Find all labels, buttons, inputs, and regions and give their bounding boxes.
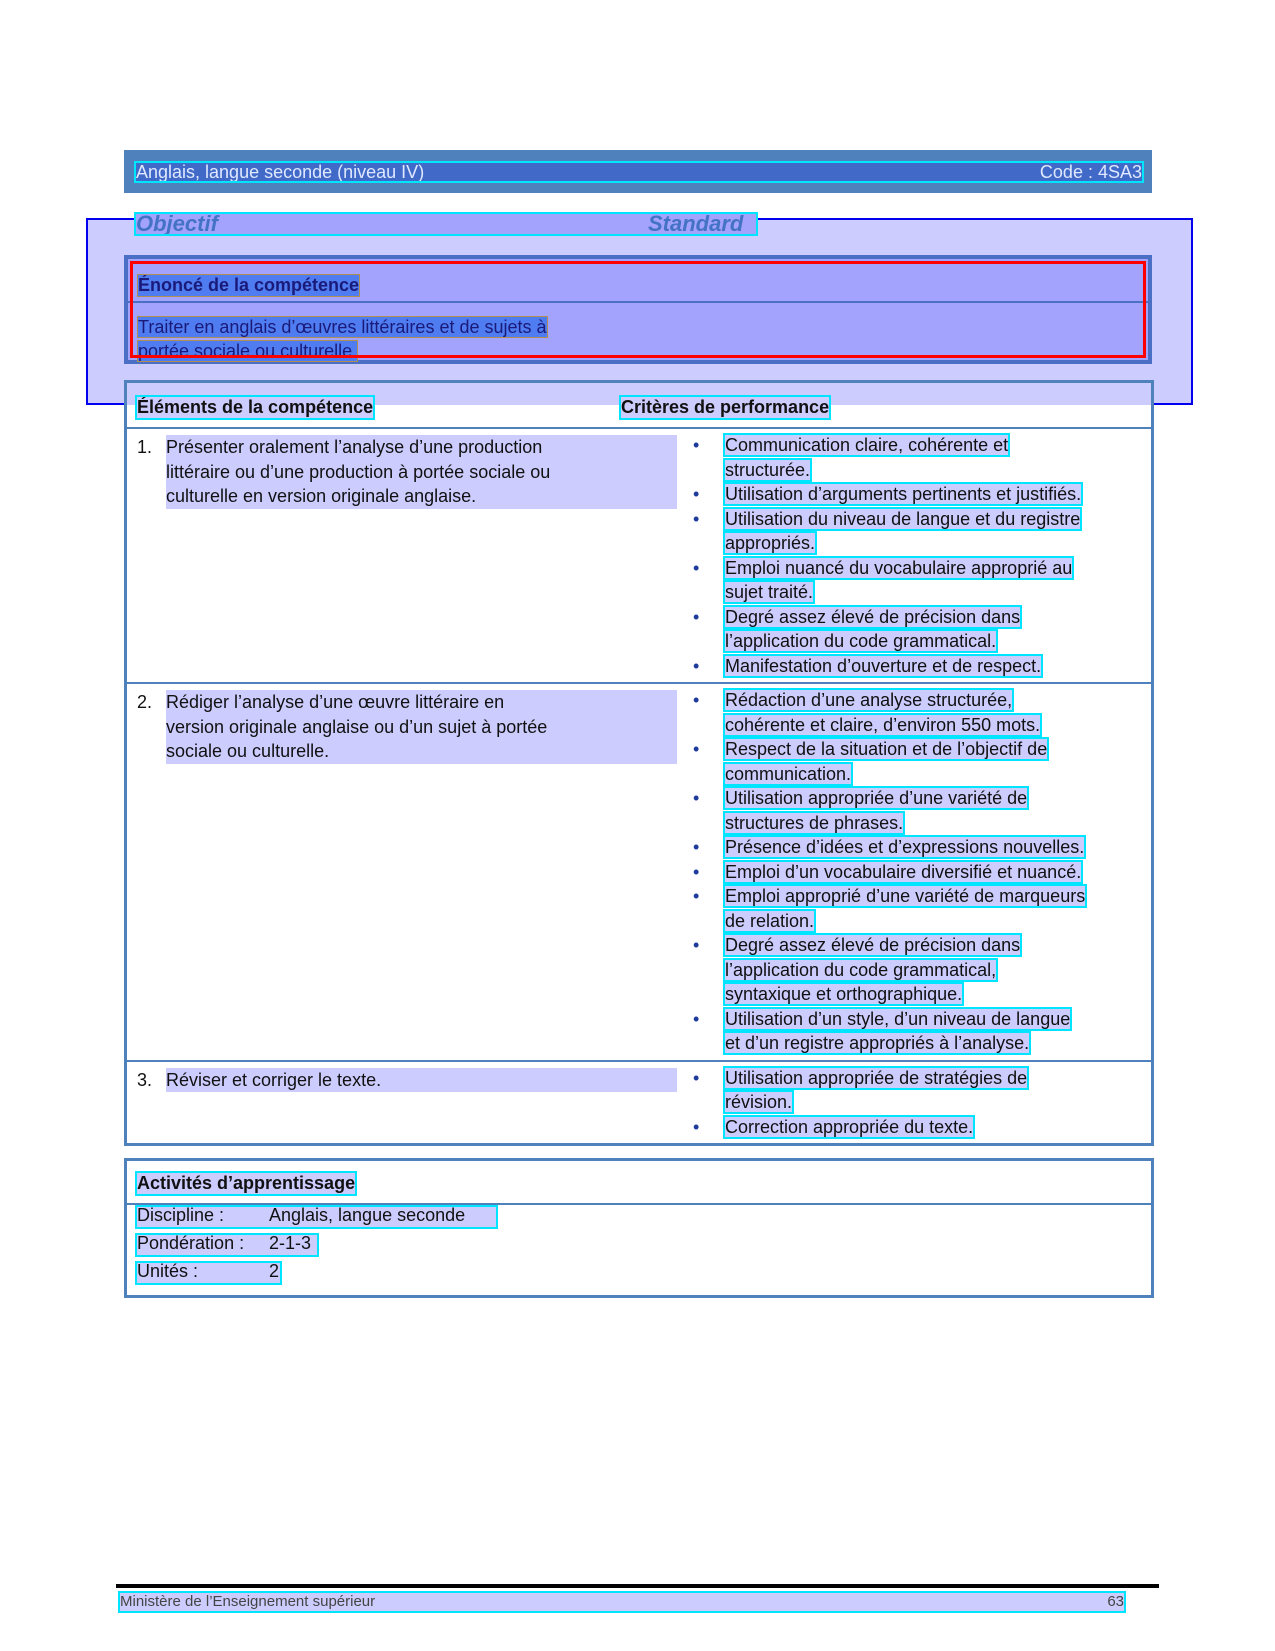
table-row: [127, 1062, 1151, 1144]
criteria-text: Emploi approprié d’une variété de marqueurs: [725, 886, 1086, 906]
page-number: 63: [1107, 1593, 1124, 1610]
criteria-text: Emploi d’un vocabulaire diversifié et nuancé.: [725, 861, 1082, 882]
info-value: 2: [269, 1261, 280, 1281]
bullet-icon: •: [693, 484, 700, 504]
criteria-text: Emploi nuancé du vocabulaire approprié au: [725, 557, 1073, 578]
criteria-text: Utilisation d’arguments pertinents et justifiés.: [725, 484, 1082, 504]
criteria-text: Degré assez élevé de précision dans: [725, 606, 1021, 627]
criteria-text: syntaxique et orthographique.: [725, 984, 963, 1004]
bullet-icon: •: [693, 886, 700, 906]
criteria-item: [687, 507, 1151, 556]
enonce-line: portée sociale ou culturelle.: [138, 341, 358, 361]
criteria-item: [687, 688, 1151, 737]
info-row: [137, 1233, 1151, 1261]
element-description: [137, 690, 677, 764]
criteria-text: sujet traité.: [725, 582, 814, 602]
table-header: [127, 383, 1151, 429]
bullet-icon: •: [693, 788, 700, 808]
element-line: culturelle en version originale anglaise.: [166, 484, 677, 509]
criteria-text: l’application du code grammatical,: [725, 959, 997, 980]
criteria-text: de relation.: [725, 910, 815, 931]
element-description: [137, 1068, 677, 1093]
criteria-item: [687, 884, 1151, 933]
criteria-text: et d’un registre appropriés à l’analyse.: [725, 1033, 1030, 1053]
criteria-list: [687, 684, 1151, 1060]
activites-title: Activités d’apprentissage: [137, 1173, 356, 1193]
info-label: Discipline :: [137, 1205, 225, 1225]
bullet-icon: •: [693, 935, 700, 955]
elements-table: [124, 380, 1154, 1146]
element-number: 1.: [137, 437, 153, 457]
criteria-item: [687, 1066, 1151, 1115]
footer-rule: [116, 1584, 1159, 1588]
footer-ministry: Ministère de l’Enseignement supérieur: [120, 1593, 376, 1610]
info-row: [137, 1205, 1151, 1233]
criteria-text: Manifestation d’ouverture et de respect.: [725, 655, 1042, 676]
criteria-text: Utilisation appropriée de stratégies de: [725, 1067, 1028, 1088]
element-line: Réviser et corriger le texte.: [166, 1068, 677, 1093]
criteria-text: Présence d’idées et d’expressions nouvelles.: [725, 837, 1085, 857]
criteria-text: l’application du code grammatical.: [725, 631, 997, 651]
highlight-frame: [130, 261, 1146, 358]
bullet-icon: •: [693, 606, 700, 627]
table-row: [127, 684, 1151, 1062]
bullet-icon: •: [693, 1008, 700, 1029]
criteria-item: [687, 556, 1151, 605]
element-line: version originale anglaise ou d’un sujet à portée: [166, 715, 677, 740]
criteria-text: cohérente et claire, d’environ 550 mots.: [725, 714, 1041, 735]
header-elements: Éléments de la compétence: [137, 397, 374, 417]
info-value: Anglais, langue seconde: [269, 1205, 466, 1225]
header-criteres: Critères de performance: [621, 397, 830, 417]
criteria-item: [687, 860, 1151, 885]
standard-label: Standard: [648, 211, 744, 236]
bullet-icon: •: [693, 435, 700, 455]
bullet-icon: •: [693, 1116, 700, 1137]
criteria-text: Respect de la situation et de l’objectif de: [725, 739, 1048, 759]
criteria-text: Degré assez élevé de précision dans: [725, 935, 1021, 955]
criteria-item: [687, 482, 1151, 507]
element-line: sociale ou culturelle.: [166, 739, 677, 764]
info-label: Unités :: [137, 1261, 199, 1281]
criteria-text: révision.: [725, 1092, 793, 1112]
bullet-icon: •: [693, 655, 700, 676]
enonce-box: [124, 255, 1152, 364]
criteria-text: Utilisation appropriée d’une variété de: [725, 788, 1028, 808]
course-code: Code : 4SA3: [1039, 162, 1142, 182]
criteria-item: [687, 1007, 1151, 1056]
activites-box: [124, 1158, 1154, 1298]
info-value: 2-1-3: [269, 1233, 312, 1253]
objectif-label: Objectif: [136, 211, 218, 236]
criteria-text: structures de phrases.: [725, 812, 904, 833]
enonce-line: Traiter en anglais d’œuvres littéraires et de sujets à: [138, 317, 547, 337]
footer: [120, 1593, 1124, 1611]
bullet-icon: •: [693, 739, 700, 759]
criteria-list: [687, 429, 1151, 682]
objectif-standard-heading: [136, 211, 756, 236]
bullet-icon: •: [693, 861, 700, 882]
criteria-item: [687, 1115, 1151, 1140]
bullet-icon: •: [693, 557, 700, 578]
course-title: Anglais, langue seconde (niveau IV): [136, 162, 425, 182]
criteria-item: [687, 605, 1151, 654]
criteria-text: communication.: [725, 763, 852, 784]
element-line: Rédiger l’analyse d’une œuvre littéraire en: [166, 690, 677, 715]
criteria-item: [687, 737, 1151, 786]
criteria-text: structurée.: [725, 459, 811, 480]
element-line: littéraire ou d’une production à portée sociale ou: [166, 460, 677, 485]
criteria-item: [687, 654, 1151, 679]
bullet-icon: •: [693, 837, 700, 857]
info-row: [137, 1261, 1151, 1289]
element-line: Présenter oralement l’analyse d’une production: [166, 435, 677, 460]
criteria-text: Communication claire, cohérente et: [725, 435, 1009, 455]
info-label: Pondération :: [137, 1233, 245, 1253]
activites-header: [127, 1161, 1151, 1205]
bullet-icon: •: [693, 1067, 700, 1088]
criteria-text: Rédaction d’une analyse structurée,: [725, 690, 1013, 710]
criteria-list: [687, 1062, 1151, 1144]
element-number: 2.: [137, 692, 153, 712]
criteria-item: [687, 933, 1151, 1007]
course-header-bar: [124, 150, 1152, 193]
criteria-text: Utilisation d’un style, d’un niveau de langue: [725, 1008, 1071, 1029]
criteria-item: [687, 433, 1151, 482]
criteria-text: appropriés.: [725, 533, 816, 553]
element-number: 3.: [137, 1069, 153, 1090]
element-description: [137, 435, 677, 509]
bullet-icon: •: [693, 690, 700, 710]
enonce-title: Énoncé de la compétence: [138, 275, 360, 295]
criteria-item: [687, 786, 1151, 835]
criteria-text: Correction appropriée du texte.: [725, 1116, 974, 1137]
criteria-item: [687, 835, 1151, 860]
criteria-text: Utilisation du niveau de langue et du registre: [725, 508, 1081, 529]
table-row: [127, 429, 1151, 684]
bullet-icon: •: [693, 508, 700, 529]
